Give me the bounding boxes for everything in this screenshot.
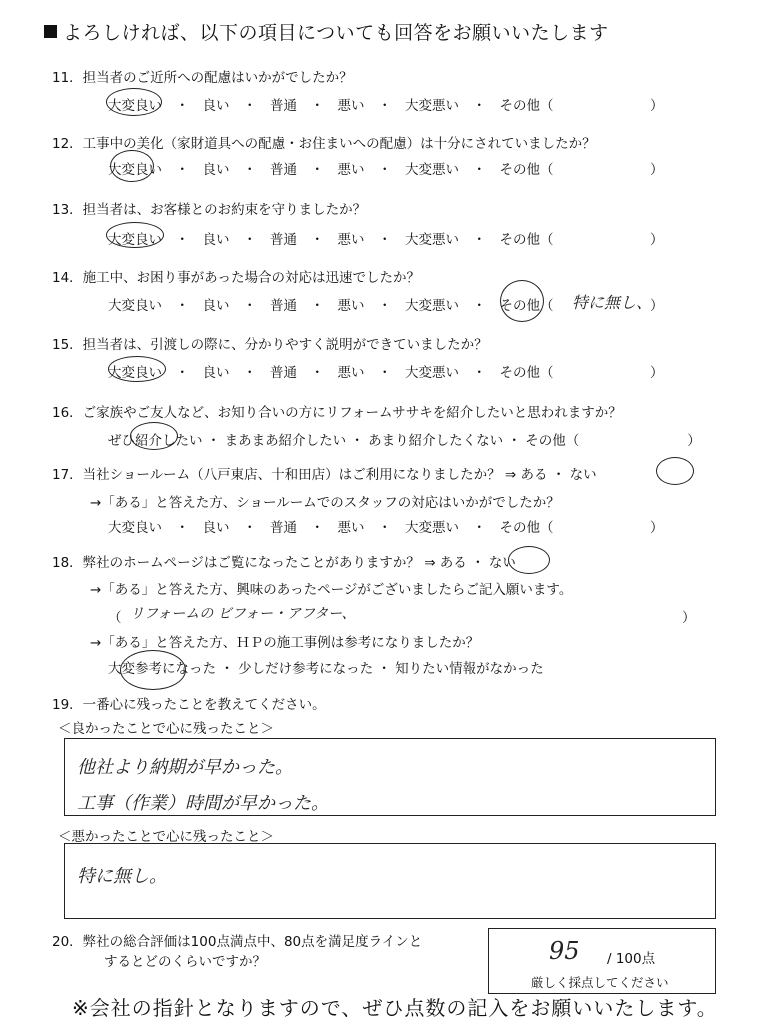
option-very-good[interactable]: 大変良い bbox=[108, 162, 162, 178]
question-11: 11．担当者のご近所への配慮はいかがでしたか？ bbox=[52, 70, 353, 86]
bad-label: ＜悪かったことで心に残ったこと＞ bbox=[58, 829, 274, 845]
option-other[interactable]: その他（ bbox=[499, 365, 554, 381]
q16-options[interactable]: ぜひ紹介したい ・ まあまあ紹介したい ・ あまり紹介したくない ・ その他（ ） bbox=[108, 433, 701, 449]
option-good[interactable]: 良い bbox=[202, 298, 230, 314]
q18-options[interactable]: 大変参考になった ・ 少しだけ参考になった ・ 知りたい情報がなかった bbox=[108, 661, 544, 677]
rating-scale-15: 大変良い ・ 良い ・ 普通 ・ 悪い ・ 大変悪い ・ その他（ bbox=[108, 365, 554, 381]
option-good[interactable]: 良い bbox=[202, 365, 230, 381]
option-very-bad[interactable]: 大変悪い bbox=[405, 232, 459, 248]
option-very-bad[interactable]: 大変悪い bbox=[405, 365, 459, 381]
q18-open-paren: （ bbox=[108, 610, 122, 626]
bad-answer-box[interactable] bbox=[64, 843, 716, 919]
close-paren: ） bbox=[650, 98, 664, 114]
question-20-line1: 20．弊社の総合評価は100点満点中、80点を満足度ラインと bbox=[52, 934, 423, 950]
handwritten-circle-13 bbox=[106, 222, 164, 248]
rating-scale-13: 大変良い ・ 良い ・ 普通 ・ 悪い ・ 大変悪い ・ その他（ bbox=[108, 232, 554, 248]
option-good[interactable]: 良い bbox=[202, 162, 230, 178]
question-19: 19．一番心に残ったことを教えてください。 bbox=[52, 697, 326, 713]
option-very-bad[interactable]: 大変悪い bbox=[405, 162, 459, 178]
header-text: よろしければ、以下の項目についても回答をお願いいたします bbox=[63, 22, 609, 44]
handwritten-circle-18b bbox=[120, 650, 186, 690]
close-paren: ） bbox=[650, 232, 664, 248]
option-bad[interactable]: 悪い bbox=[337, 98, 365, 114]
option-good[interactable]: 良い bbox=[202, 520, 230, 536]
question-17-sub: →「ある」と答えた方、ショールームでのスタッフの対応はいかがでしたか？ bbox=[90, 495, 560, 511]
handwritten-circle-16 bbox=[130, 422, 178, 450]
question-18-sub2: →「ある」と答えた方、ＨＰの施工事例は参考になりましたか？ bbox=[90, 635, 480, 651]
option-bad[interactable]: 悪い bbox=[337, 520, 365, 536]
close-paren: ） bbox=[650, 365, 664, 381]
handwritten-circle-11 bbox=[106, 88, 162, 116]
option-normal[interactable]: 普通 bbox=[270, 298, 297, 314]
option-good[interactable]: 良い bbox=[202, 232, 230, 248]
question-18-sub1: →「ある」と答えた方、興味のあったページがございましたらご記入願います。 bbox=[90, 582, 573, 598]
option-bad[interactable]: 悪い bbox=[337, 232, 365, 248]
option-normal[interactable]: 普通 bbox=[270, 98, 297, 114]
rating-scale-11: 大変良い ・ 良い ・ 普通 ・ 悪い ・ 大変悪い ・ その他（ bbox=[108, 98, 554, 114]
option-bad[interactable]: 悪い bbox=[337, 298, 365, 314]
handwritten-q18-pages: リフォームの ビフォー・アフター、 bbox=[130, 606, 356, 622]
option-bad[interactable]: 悪い bbox=[337, 365, 365, 381]
survey-header bbox=[44, 18, 609, 45]
option-very-good[interactable]: 大変良い bbox=[108, 232, 162, 248]
option-other[interactable]: その他（ bbox=[499, 98, 554, 114]
option-bad[interactable]: 悪い bbox=[337, 162, 365, 178]
rating-scale-17: 大変良い ・ 良い ・ 普通 ・ 悪い ・ 大変悪い ・ その他（ bbox=[108, 520, 554, 536]
handwritten-circle-14 bbox=[500, 280, 544, 322]
rating-scale-12: 大変良い ・ 良い ・ 普通 ・ 悪い ・ 大変悪い ・ その他（ bbox=[108, 162, 554, 178]
score-note: 厳しく採点してください bbox=[531, 975, 669, 990]
handwritten-circle-12 bbox=[110, 150, 154, 182]
question-17: 17．当社ショールーム（八戸東店、十和田店）はご利用になりましたか？ ⇒ ある ・ ない bbox=[52, 467, 597, 483]
good-label: ＜良かったことで心に残ったこと＞ bbox=[58, 721, 274, 737]
option-very-good[interactable]: 大変良い bbox=[108, 520, 162, 536]
option-normal[interactable]: 普通 bbox=[270, 520, 297, 536]
handwritten-circle-15 bbox=[108, 356, 166, 382]
good-answer-box[interactable] bbox=[64, 738, 716, 816]
score-box[interactable] bbox=[488, 928, 716, 994]
question-13: 13．担当者は、お客様とのお約束を守りましたか？ bbox=[52, 202, 367, 218]
option-very-good[interactable]: 大変良い bbox=[108, 98, 162, 114]
question-15: 15．担当者は、引渡しの際に、分かりやすく説明ができていましたか？ bbox=[52, 337, 488, 353]
option-other[interactable]: その他（ bbox=[499, 232, 554, 248]
question-14: 14．施工中、お困り事があった場合の対応は迅速でしたか？ bbox=[52, 270, 421, 286]
question-12: 12．工事中の美化（家財道具への配慮・お住まいへの配慮）は十分にされていましたか？ bbox=[52, 136, 596, 152]
score-value: 95 bbox=[549, 937, 580, 965]
square-bullet-icon bbox=[44, 25, 57, 38]
option-very-good[interactable]: 大変良い bbox=[108, 298, 162, 314]
option-other[interactable]: その他（ bbox=[499, 520, 554, 536]
close-paren: ） bbox=[650, 298, 664, 314]
option-very-bad[interactable]: 大変悪い bbox=[405, 98, 459, 114]
question-16: 16．ご家族やご友人など、お知り合いの方にリフォームササキを紹介したいと思われますか？ bbox=[52, 405, 622, 421]
score-suffix: / 100点 bbox=[607, 951, 656, 967]
q18-close-paren: ） bbox=[682, 610, 696, 626]
good-answer-line1: 他社より納期が早かった。 bbox=[77, 757, 293, 778]
question-20-line2: するとどのくらいですか？ bbox=[104, 954, 266, 970]
option-very-bad[interactable]: 大変悪い bbox=[405, 520, 459, 536]
question-18: 18．弊社のホームページはご覧になったことがありますか？ ⇒ ある ・ ない bbox=[52, 555, 516, 571]
option-normal[interactable]: 普通 bbox=[270, 365, 297, 381]
handwritten-circle-17 bbox=[656, 457, 694, 485]
option-normal[interactable]: 普通 bbox=[270, 232, 297, 248]
rating-scale-14: 大変良い ・ 良い ・ 普通 ・ 悪い ・ 大変悪い ・ その他（ bbox=[108, 298, 554, 314]
good-answer-line2: 工事（作業）時間が早かった。 bbox=[77, 793, 329, 814]
option-other[interactable]: その他（ bbox=[499, 298, 554, 314]
option-good[interactable]: 良い bbox=[202, 98, 230, 114]
option-very-good[interactable]: 大変良い bbox=[108, 365, 162, 381]
handwritten-q14-other: 特に無し、 bbox=[572, 293, 653, 312]
footer-note: ※会社の指針となりますので、ぜひ点数の記入をお願いいたします。 bbox=[72, 996, 718, 1020]
bad-answer-line1: 特に無し。 bbox=[77, 866, 167, 887]
handwritten-circle-18 bbox=[508, 546, 550, 574]
close-paren: ） bbox=[650, 520, 664, 536]
option-very-bad[interactable]: 大変悪い bbox=[405, 298, 459, 314]
option-other[interactable]: その他（ bbox=[499, 162, 554, 178]
option-normal[interactable]: 普通 bbox=[270, 162, 297, 178]
close-paren: ） bbox=[650, 162, 664, 178]
